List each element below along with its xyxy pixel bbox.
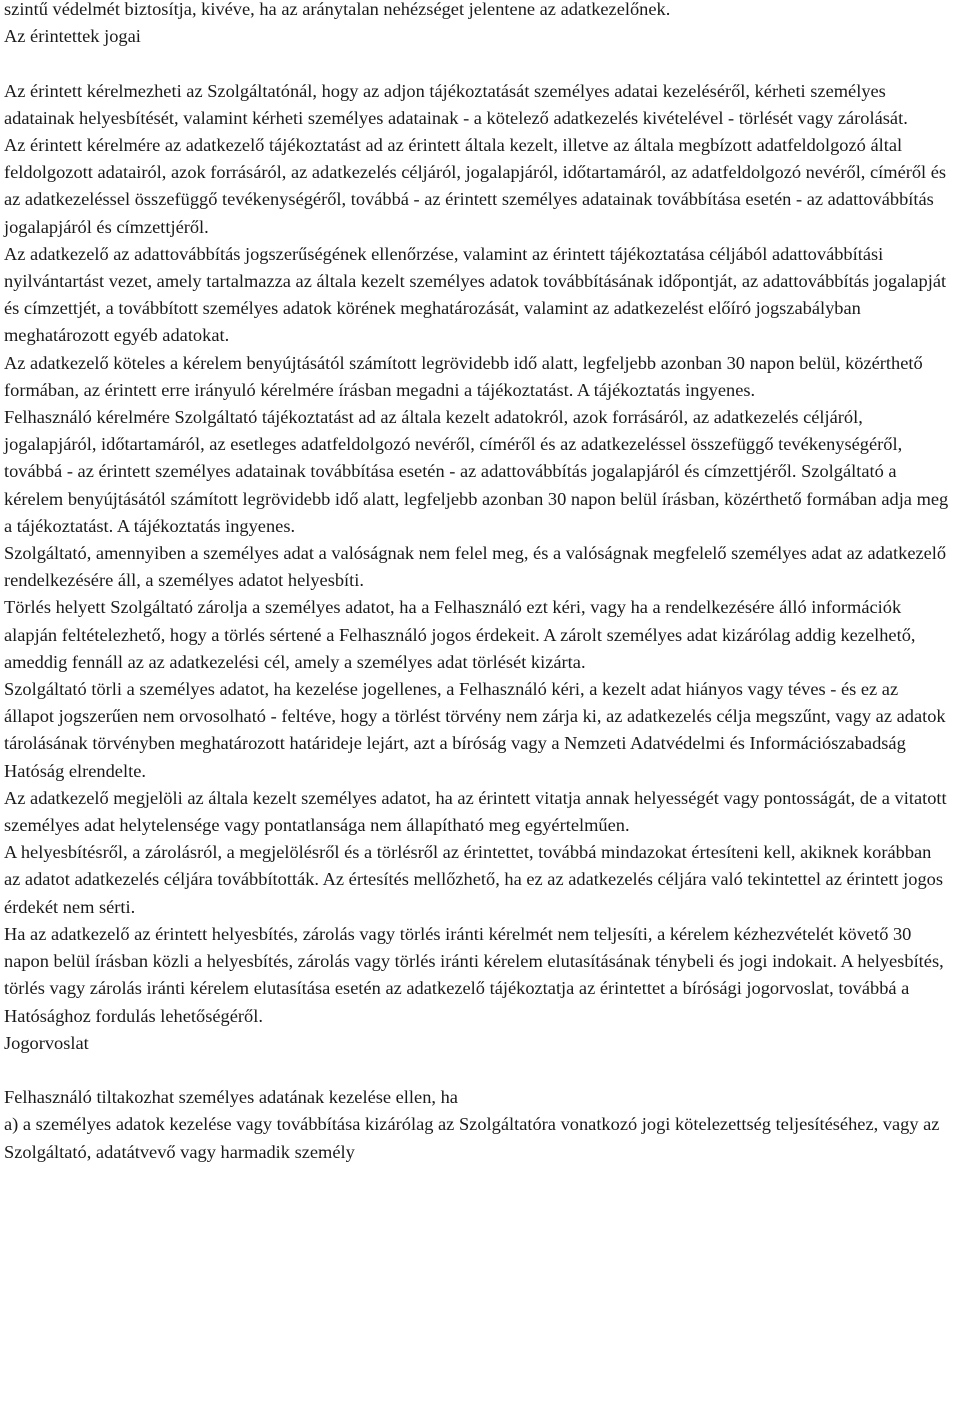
- document-page: [4, 0, 952, 1166]
- paragraph-response-deadline: Az adatkezelő köteles a kérelem benyújtásától számított legrövidebb idő alatt, legfeljebb azonban 30 napon belül, közérthető formában, az érintett erre irányuló kérelmére írásban megadni a tájékoztatást. A tájékoztatás ingyenes.: [4, 352, 923, 400]
- blank-line: [4, 50, 952, 77]
- paragraph-request-info: Az érintett kérelmezheti az Szolgáltatónál, hogy az adjon tájékoztatását személyes adatai kezeléséről, kérheti személyes adatainak helyesbítését, valamint kérheti személyes adatainak - a kötelező adatkezelés kivételével - törlését vagy zárolását.: [4, 80, 908, 128]
- paragraph-refusal: Ha az adatkezelő az érintett helyesbítés, zárolás vagy törlés iránti kérelmét nem teljesíti, a kérelem kézhezvételét követő 30 napon belül írásban közli a helyesbítés, zárolás vagy törlés iránti kérelem elutasításának ténybeli és jogi indokait. A helyesbítés, törlés vagy zárolás iránti kérelem elutasítása esetén az adatkezelő tájékoztatja az érintettet a bírósági jogorvoslat, továbbá a Hatósághoz fordulás lehetőségéről.: [4, 923, 944, 1026]
- paragraph-notification: A helyesbítésről, a zárolásról, a megjelölésről és a törlésről az érintettet, továbbá mindazokat értesíteni kell, akiknek korábban az adatot adatkezelés céljára továbbították. Az értesítés mellőzhető, ha ez az adatkezelés céljára való tekintettel az érintett jogos érdekét nem sérti.: [4, 842, 943, 917]
- paragraph-deletion: Szolgáltató törli a személyes adatot, ha kezelése jogellenes, a Felhasználó kéri, a kezelt adat hiányos vagy téves - és ez az állapot jogszerűen nem orvosolható - feltéve, hogy a törlést törvény nem zárja ki, az adatkezelés célja megszűnt, vagy az adatok tárolásának törvényben meghatározott határideje lejárt, azt a bíróság vagy a Nemzeti Adatvédelmi és Információszabadság Hatóság elrendelte.: [4, 679, 946, 781]
- paragraph-marking: Az adatkezelő megjelöli az általa kezelt személyes adatot, ha az érintett vitatja annak helyességét vagy pontosságát, de a vitatott személyes adat helytelensége vagy pontatlansága nem állapítható meg egyértelműen.: [4, 787, 947, 836]
- section-heading-remedy: Jogorvoslat: [4, 1032, 89, 1053]
- remedy-intro: Felhasználó tiltakozhat személyes adatának kezelése ellen, ha: [4, 1087, 458, 1108]
- paragraph-blocking: Törlés helyett Szolgáltató zárolja a személyes adatot, ha a Felhasználó ezt kéri, vagy ha a rendelkezésére álló információk alapján feltételezhető, hogy a törlés sértené a Felhasználó jogos érdekeit. A zárolt személyes adat kizárólag addig kezelhető, ameddig fennáll az az adatkezelési cél, amely a személyes adat törlését kizárta.: [4, 597, 916, 672]
- paragraph-controller-info: Az érintett kérelmére az adatkezelő tájékoztatást ad az érintett általa kezelt, illetve az általa megbízott adatfeldolgozó által feldolgozott adatairól, azok forrásáról, az adatkezelés céljáról, jogalapjáról, időtartamáról, az adatfeldolgozó nevéről, címéről és az adatkezeléssel összefüggő tevékenységéről, továbbá - az érintett személyes adatainak továbbítása esetén - az adattovábbítás jogalapjáról és címzettjéről.: [4, 135, 947, 237]
- section-heading-rights: Az érintettek jogai: [4, 26, 141, 47]
- remedy-item-a: a) a személyes adatok kezelése vagy továbbítása kizárólag az Szolgáltatóra vonatkozó jogi kötelezettség teljesítéséhez, vagy az Szolgáltató, adatátvevő vagy harmadik személy: [4, 1114, 940, 1162]
- intro-tail-paragraph: szintű védelmét biztosítja, kivéve, ha az aránytalan nehézséget jelentene az adatkezelőnek.: [4, 0, 671, 19]
- paragraph-user-request: Felhasználó kérelmére Szolgáltató tájékoztatást ad az általa kezelt adatokról, azok forrásáról, az adatkezelés céljáról, jogalapjáról, időtartamáról, az esetleges adatfeldolgozó nevéről, címéről és az adatkezeléssel összefüggő tevékenységéről, továbbá - az érintett személyes adatainak továbbítása esetén - az adattovábbítás jogalapjáról és címzettjéről. Szolgáltató a kérelem benyújtásától számított legrövidebb idő alatt, legfeljebb azonban 30 napon belül írásban, közérthető formában adja meg a tájékoztatást. A tájékoztatás ingyenes.: [4, 407, 949, 536]
- paragraph-correction: Szolgáltató, amennyiben a személyes adat a valóságnak nem felel meg, és a valóságnak megfelelő személyes adat az adatkezelő rendelkezésére áll, a személyes adatot helyesbíti.: [4, 543, 947, 591]
- paragraph-transfer-register: Az adatkezelő az adattovábbítás jogszerűségének ellenőrzése, valamint az érintett tájékoztatása céljából adattovábbítási nyilvántartást vezet, amely tartalmazza az általa kezelt személyes adatok továbbításának időpontját, az adattovábbítás jogalapját és címzettjét, a továbbított személyes adatok körének meghatározását, valamint az adatkezelést előíró jogszabályban meghatározott egyéb adatokat.: [4, 243, 947, 346]
- blank-line: [4, 1057, 952, 1084]
